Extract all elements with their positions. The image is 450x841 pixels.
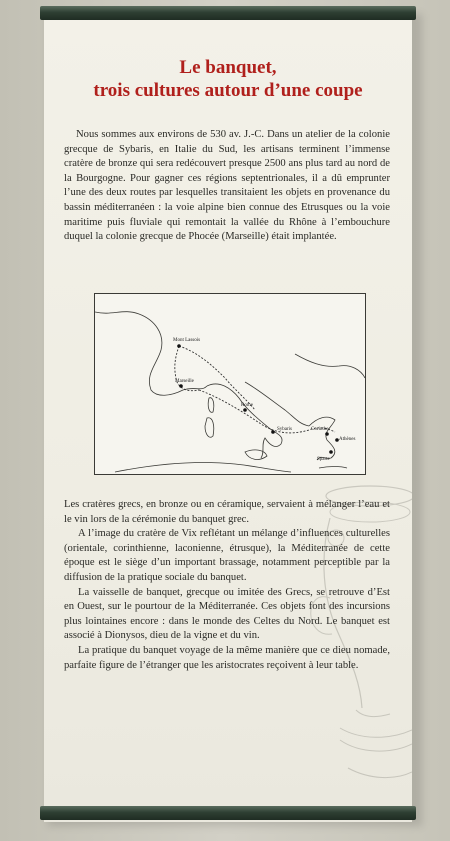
label-corinthe: Corinthe <box>311 427 329 432</box>
site-corinthe <box>325 432 329 436</box>
label-sparte: Sparte <box>317 457 330 462</box>
label-athenes: Athènes <box>339 437 356 442</box>
title-line-1: Le banquet, <box>179 57 277 78</box>
body-paragraph-2: A l’image du cratère de Vix reflétant un mélange d’influences culturelles (orientale, corinthienne, laconienne, étrusque), la Méditerranée de cette époque est le siège d’un important brassage, notamment perceptible par la diffusion de la pratique sociale du banquet. <box>64 528 390 583</box>
route-alpine <box>179 346 255 410</box>
label-marseille: Marseille <box>175 379 194 384</box>
label-sybaris: Sybaris <box>277 427 292 432</box>
intro-text: Nous sommes aux environs de 530 av. J.-C. Dans un atelier de la colonie grecque de Sybaris, en Italie du Sud, les artisans terminent l’immense cratère de bronze qui sera redécouvert presque 2500 ans plus tard au nord de la Bourgogne. Pour gagner ces régions septentrionales, il a dû emprunter l’une des deux routes par lesquelles transitaient les objets en provenance du bassin méditerranéen : la voie alpine bien connue des Etrusques ou la voie maritime puis fluviale qui remontait la vallée du Rhône à l’embouchure duquel la colonie grecque de Phocée (Marseille) était implantée. <box>64 129 390 243</box>
island-corsica <box>208 398 214 413</box>
body-paragraphs <box>64 498 390 673</box>
coastline-africa <box>115 462 291 472</box>
page-title <box>44 56 412 102</box>
island-sicily <box>245 450 267 460</box>
panel-bottom-bar <box>40 806 416 820</box>
site-rome <box>243 408 247 412</box>
title-line-2: trois cultures autour d’une coupe <box>93 80 363 101</box>
island-crete <box>319 467 347 469</box>
coastline-italy <box>207 384 282 458</box>
body-paragraph-3: La vaisselle de banquet, grecque ou imitée des Grecs, se retrouve d’Est en Ouest, sur le pourtour de la Méditerranée. Ces objets font des incursions plus lointaines encore : dans le monde des Celtes du Nord. Le banquet est associé à Dionysos, dieu de la vigne et du vin. <box>64 586 390 642</box>
site-marseille <box>179 384 183 388</box>
panel-top-bar <box>40 6 416 20</box>
coastline-balkans <box>295 354 365 378</box>
route-rhone <box>175 346 199 391</box>
body-paragraph-4: La pratique du banquet voyage de la même manière que ce dieu nomade, parfaite figure de l’étranger que les aristocrates reçoivent à leur table. <box>64 644 390 671</box>
map-drawing <box>95 294 365 474</box>
island-sardinia <box>205 418 214 438</box>
label-vix: Mont Lassois <box>173 338 201 343</box>
site-sparte <box>329 450 333 454</box>
body-paragraph-1: Les cratères grecs, en bronze ou en céramique, servaient à mélanger l’eau et le vin lors de la cérémonie du banquet grec. <box>64 499 390 525</box>
label-rome: Rome <box>241 403 253 408</box>
intro-paragraph <box>64 128 390 245</box>
site-sybaris <box>271 430 275 434</box>
route-map <box>94 293 366 475</box>
site-vix <box>177 344 181 348</box>
